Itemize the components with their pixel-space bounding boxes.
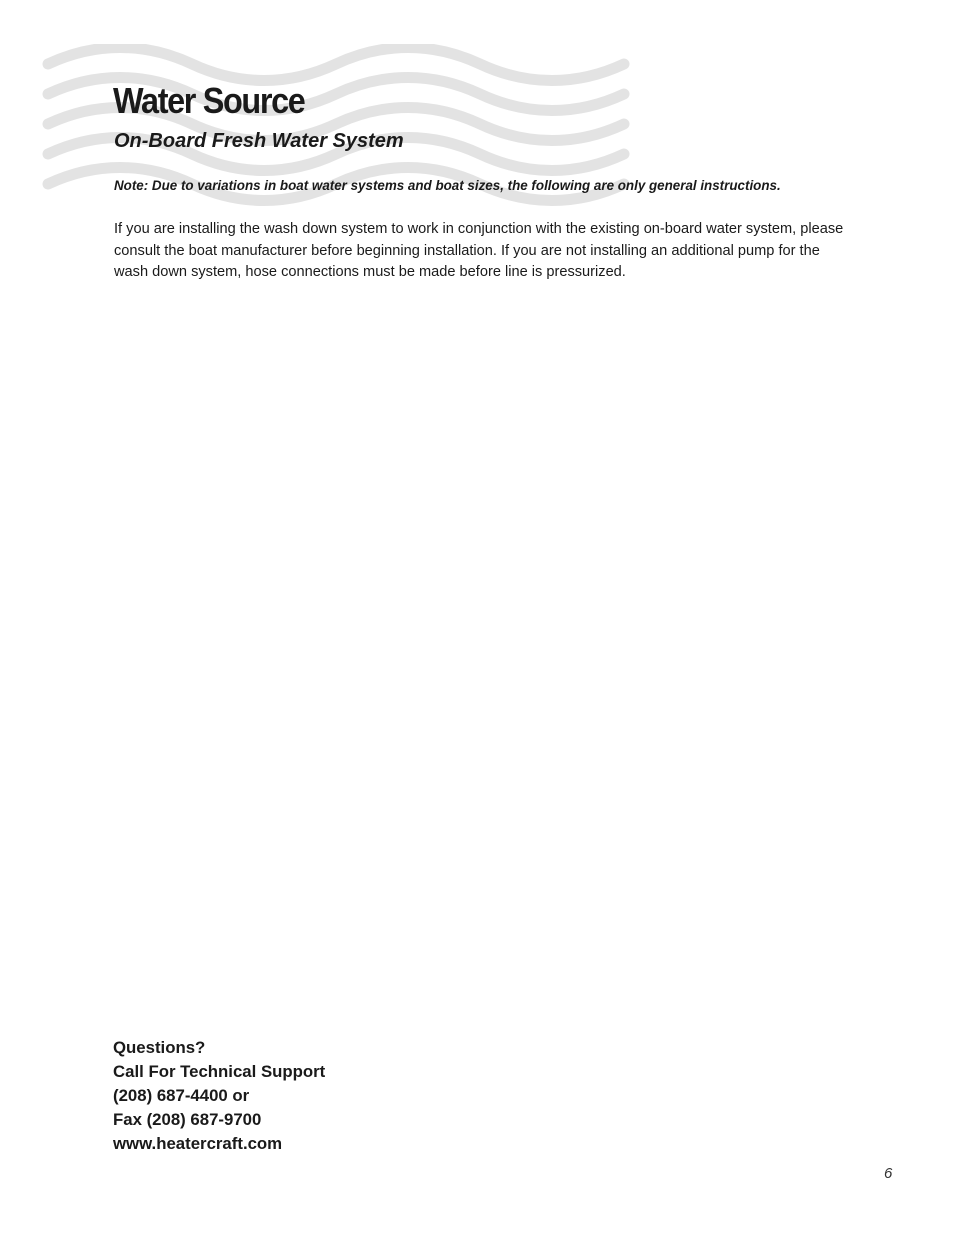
- section-subtitle: On-Board Fresh Water System: [114, 130, 404, 152]
- contact-phone: (208) 687-4400 or: [113, 1086, 250, 1105]
- contact-website: www.heatercraft.com: [113, 1134, 283, 1153]
- body-paragraph: If you are installing the wash down system to work in conjunction with the existing on-board water system, please consult the boat manufacturer before beginning installation. If you are not installing an additional pump for the wash down system, hose connections must be made before line is pressurized.: [114, 221, 844, 280]
- note-text: Note: Due to variations in boat water systems and boat sizes, the following are only general instructions.: [114, 178, 781, 193]
- contact-support-label: Call For Technical Support: [113, 1062, 326, 1081]
- contact-questions: Questions?: [113, 1038, 206, 1057]
- page-title: Water Source: [113, 80, 305, 121]
- contact-block: [113, 1036, 325, 1156]
- page-number: 6: [884, 1165, 893, 1182]
- contact-fax: Fax (208) 687-9700: [113, 1110, 262, 1129]
